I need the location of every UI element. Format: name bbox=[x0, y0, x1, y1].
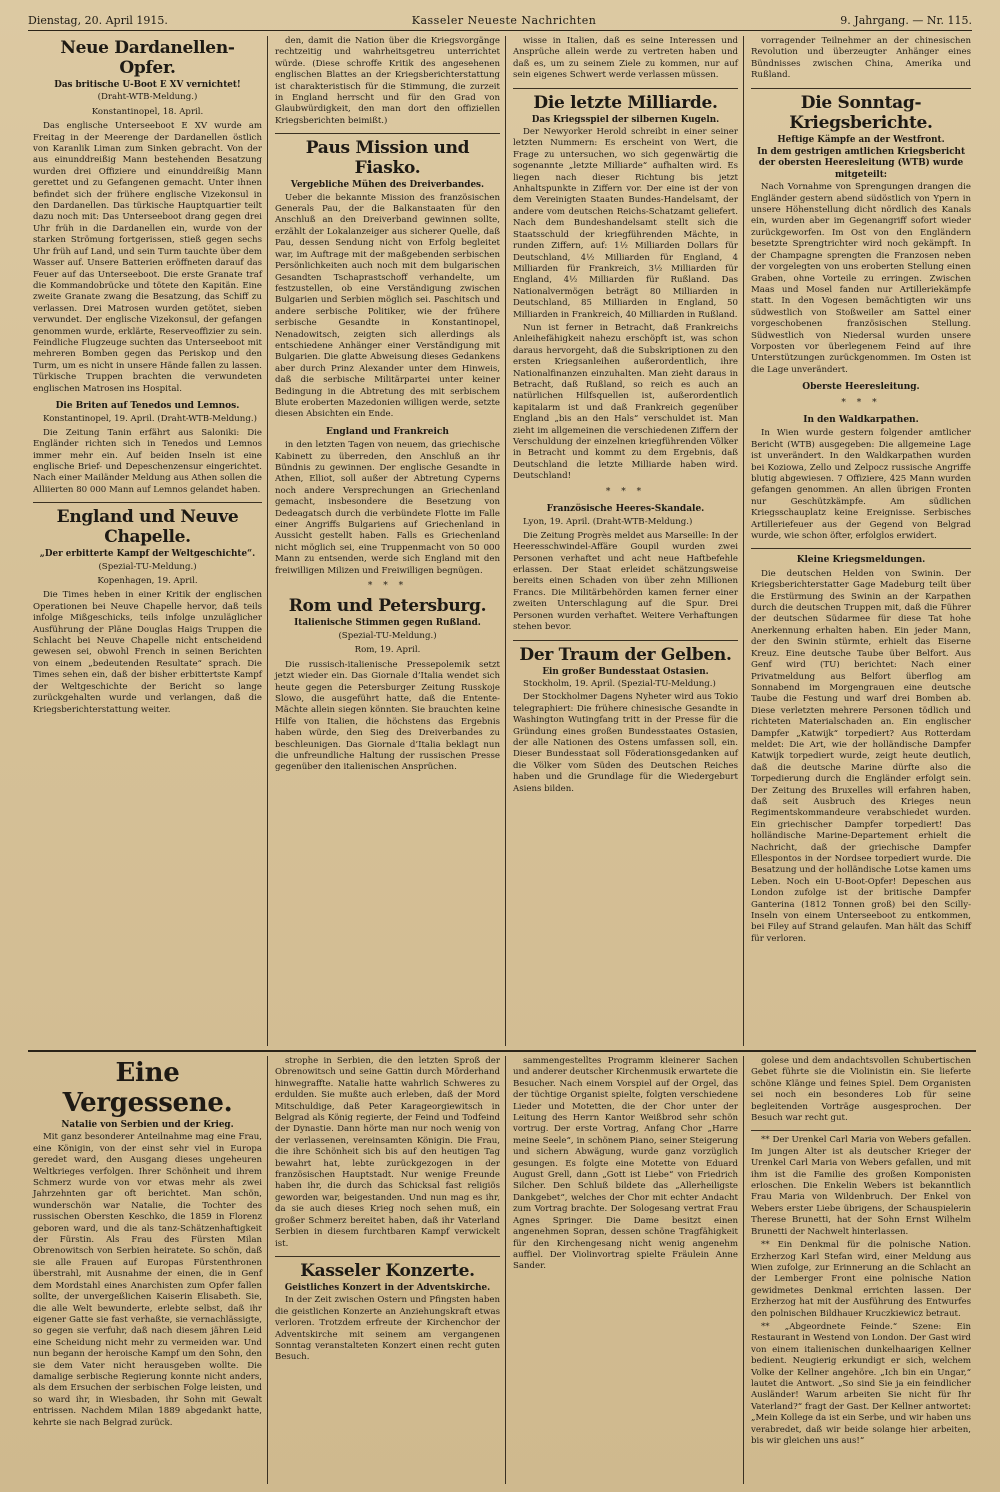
headline-neuve-chapelle: England und Neuve Chapelle. bbox=[56, 507, 239, 548]
headline-kasseler-konzerte: Kasseler Konzerte. bbox=[300, 1260, 475, 1281]
separator-stars: * * * bbox=[605, 486, 646, 497]
article-text: In Wien wurde gestern folgender amtlicher Bericht (WTB) ausgegeben: Die allgemeine Lage ist unverändert. In den Waldkarpathen wurden bei Koziowa, Zello und Zelpocz russische Angriffe blutig abgewiesen. 7 Offiziere, 425 Mann wurden gefangen genommen. An allen übrigen Fronten nur Geschützkämpfe. Am südlichen Kriegsschauplatz keine Ereignisse. Serbisches Artilleriefeuer aus der Gegend von Belgrad wurde, wie schon öfter, erfolglos erwidert. bbox=[751, 428, 971, 542]
column-4 bbox=[746, 36, 976, 1046]
divider bbox=[751, 548, 971, 549]
source-line: (Spezial-TU-Meldung.) bbox=[338, 630, 437, 641]
article-text: Die deutschen Helden von Swinin. Der Kriegsberichterstatter Gage Madeburg teilt über die Erstürmung des Swinin an der Karpathen durch die deutschen Truppen mit, daß die Führer der deutschen Südarmee für diese Tat hohe Anerkennung erhalten haben. Ein jeder Mann, der den Swinin stürmte, erhielt das Eiserne Kreuz. Eine deutsche Taube über Belfort. Aus Genf wird (TU) berichtet: Nach einer Privatmeldung aus Belfort überflog am Sonnabend im Morgengrauen eine deutsche Taube die Festung und warf drei Bomben ab. Diese verletzten mehrere Personen tödlich und richteten Materialschaden an. Ein englischer Dampfer „Katwijk“ torpediert? Aus Rotterdam meldet: Die Art, wie der holländische Dampfer Katwijk torpediert wurde, zeigt heute deutlich, daß die deutsche Marine dürfte also die Torpedierung durch die Engländer erfolgt sein. Der Zeitung des Bruxelles will erfahren haben, daß seit Ausbruch des Krieges neun Regimentskommandeure verabschiedet wurden. Ein griechischer Dampfer torpediert! Das holländische Marine-Departement erhielt die Nachricht, daß der griechische Dampfer Ellespontos in der Nordsee torpediert wurde. Die Besatzung und der holländische Lotse kamen ums Leben. Noch ein U-Boot-Opfer! Depeschen aus London zufolge ist der britische Dampfer Ganterina (1812 Tonnen groß) bei den Scilly-Inseln von einem Unterseeboot zu entkommen, bei Filey auf Strand gelaufen. Man hält das Schiff für verloren. bbox=[751, 568, 971, 944]
feuilleton-column-4 bbox=[746, 1056, 976, 1484]
article-text: Die russisch-italienische Pressepolemik setzt jetzt wieder ein. Das Giornale d’Italia wendet sich heute gegen die Petersburger Zeitung Russkoje Slowo, die ausgeführt hatte, daß die Entente-Mächte allein siegen könnten. Sie brauchten keine Hilfe von Italien, die höchstens das Ergebnis haben würde, den Sieg des Dreiverbandes zu beschleunigen. Das Giornale d’Italia beklagt nun die unfreundliche Haltung der russischen Presse gegenüber den italienischen Ansprüchen. bbox=[275, 659, 500, 773]
article-text: Die Zeitung Tanin erfährt aus Saloniki: Die Engländer richten sich in Tenedos und Lemnos immer mehr ein. Auf beiden Inseln ist eine englische Brief- und Depeschenzensur eingerichtet. Nach einer Mailänder Meldung aus Athen sollen die Alliierten 80 000 Mann auf Lemnos gelandet haben. bbox=[33, 427, 262, 495]
paper-name: Kasseler Neueste Nachrichten bbox=[411, 13, 597, 27]
subheadline: Ein großer Bundesstaat Ostasien. bbox=[542, 666, 709, 677]
headline-rom-petersburg: Rom und Petersburg. bbox=[288, 596, 487, 617]
divider bbox=[513, 88, 738, 89]
article-text: vorragender Teilnehmer an der chinesischen Revolution und überzeugter Anhänger eines Bündnisses zwischen China, Amerika und Rußland. bbox=[751, 36, 971, 81]
issue-date: Dienstag, 20. April 1915. bbox=[28, 13, 168, 27]
subheadline: Das britische U-Boot E XV vernichtet! bbox=[54, 80, 241, 90]
separator-stars: * * * bbox=[841, 397, 881, 408]
column-2 bbox=[270, 36, 506, 1046]
headline-eine-vergessene: Eine Vergessene. bbox=[62, 1058, 233, 1118]
article-text: den, damit die Nation über die Kriegsvorgänge rechtzeitig und wahrheitsgetreu unterrichtet würde. (Diese schroffe Kritik des angesehenen englischen Blattes an der Kriegsberichterstattung ist charakteristisch für die Stimmung, die zurzeit in England herrscht und für den Grad von Glaubwürdigkeit, den man dort den offiziellen Kriegsberichten beimißt.) bbox=[275, 36, 500, 126]
article-text: Ueber die bekannte Mission des französischen Generals Pau, der die Balkanstaaten für den Anschluß an den Dreiverband gewinnen sollte, erzählt der Lokalanzeiger aus sicherer Quelle, daß Pau, dessen Sendung nicht von Erfolg begleitet war, im Auftrage mit der maßgebenden serbischen Persönlichkeiten auch noch mit dem bulgarischen Gesandten Tschaprastschoff verhandelte, um festzustellen, ob eine Verständigung zwischen Bulgarien und Serbien möglich sei. Paschitsch und andere serbische Politiker, wie der frühere serbische Gesandte in Konstantinopel, Nenadowitsch, zeigten sich allerdings als entschiedene Anhänger einer Verständigung mit Bulgarien. Die glatte Abweisung dieses Gedankens aber durch Prinz Alexander unter dem Hinweis, daß die serbische Militärpartei unter keiner Bedingung in die Abtretung des mit serbischem Blute eroberten Mazedonien willigen werde, setzte diesen Absichten ein Ende. bbox=[275, 192, 500, 420]
dateline: Konstantinopel, 19. April. (Draht-WTB-Meldung.) bbox=[43, 414, 257, 425]
feuilleton-column-1 bbox=[28, 1056, 268, 1484]
divider bbox=[751, 88, 971, 89]
source-line: (Draht-WTB-Meldung.) bbox=[97, 92, 198, 103]
headline-letzte-milliarde: Die letzte Milliarde. bbox=[533, 92, 718, 113]
article-text: wisse in Italien, daß es seine Interessen und Ansprüche allein werde zu vertreten haben und daß es, um zu seinem Ziele zu kommen, nur auf sein eigenes Schwert werde verlassen müssen. bbox=[513, 36, 738, 81]
section-heading: Die Briten auf Tenedos und Lemnos. bbox=[55, 400, 240, 411]
dateline: Rom, 19. April. bbox=[354, 645, 421, 656]
subheadline: Italienische Stimmen gegen Rußland. bbox=[294, 618, 481, 629]
article-text: sammengestelltes Programm kleinerer Sachen und anderer deutscher Kirchenmusik erwartete die Besucher. Nach einem Vorspiel auf der Orgel, das der tüchtige Organist spielte, folgten verschiedene Lieder und Motetten, die der Chor unter der Leitung des Herrn Kantor Weißbrod sehr schön vortrug. Der erste Vortrag, Anfang Chor „Harre meine Seele“, in schönem Piano, seiner Steigerung und sichern Abwägung, wurde ganz vorzüglich gesungen. Es folgte eine Motette von Eduard August Grell, dann „Gott ist Liebe“ von Friedrich Silcher. Den Schluß bildete das „Allerheiligste Dankgebet“, welches der Chor mit echter Andacht zum Vortrag brachte. Der Sologesang vertrat Frau Agnes Springer. Die Dame besitzt einen angenehmen Sopran, dessen schöne Tragfähigkeit für den Kirchengesang nicht wenig angenehm auffiel. Der Violinvortrag spielte Fräulein Anne Sander. bbox=[513, 1056, 738, 1272]
subheadline: Geistliches Konzert in der Adventskirche. bbox=[284, 1282, 491, 1293]
headline-dardanellen: Neue Dardanellen-Opfer. bbox=[60, 38, 235, 78]
section-heading: In den Waldkarpathen. bbox=[803, 414, 919, 425]
feuilleton-divider bbox=[28, 1050, 976, 1052]
article-text: Nach Vornahme von Sprengungen drangen die Engländer gestern abend südöstlich von Ypern in unsere Höhenstellung dicht nördlich des Kanals ein, wurden aber im Gegenangriff sofort wieder zurückgeworfen. Im Ost von den Engländern besetzte Sprengtrichter wird noch gekämpft. In der Champagne sprengten die Franzosen neben der vorgelegten von uns eroberten Stellung einen Graben, ohne Vorteile zu erringen. Zwischen Maas und Mosel fanden nur Artilleriekämpfe statt. In den Vogesen bemächtigten wir uns südwestlich von Stoßweiler am Sattel einer vorgeschobenen französischen Stellung. Südwestlich von Niedersal wurden unsere Vorposten vor überlegenem Feind auf ihre Unterstützungen zurückgenommen. Im Osten ist die Lage unverändert. bbox=[751, 182, 971, 375]
news-note: ** Ein Denkmal für die polnische Nation. Erzherzog Karl Stefan wird, einer Meldung aus Wien zufolge, zur Erinnerung an die Schlacht an der Lemberger Front eine polnische Nation gewidmetes Denkmal errichten lassen. Der Erzherzog hat mit der Ausführung des Entwurfes den polnischen Bildhauer Kruczkiewicz betraut. bbox=[751, 1240, 971, 1319]
dateline: Lyon, 19. April. (Draht-WTB-Meldung.) bbox=[523, 517, 693, 528]
article-text: In der Zeit zwischen Ostern und Pfingsten haben die geistlichen Konzerte an Anziehungskraft etwas verloren. Trotzdem erfreute der Kirchenchor der Adventskirche mit seinem am vergangenen Sonntag veranstalteten Konzert einen recht guten Besuch. bbox=[275, 1295, 500, 1363]
separator-stars: * * * bbox=[367, 581, 408, 592]
article-text: strophe in Serbien, die den letzten Sproß der Obrenowitsch und seine Gattin durch Mörderhand hinwegraffte. Natalie hatte wahrlich Schweres zu erdulden. Sie mußte auch erleben, daß der Mord Mitschuldige, daß Peter Karageorgiewitsch in Belgrad als König regierte, der Feind und Todfeind der Dynastie. Dann hörte man nur noch wenig von der verlassenen, vereinsamten Königin. Die Frau, die ihre Schönheit sich bis auf den heutigen Tag bewahrt hat, lebte zurückgezogen in der französischen Hauptstadt. Nur wenige Freunde haben ihr, die durch das Schicksal fast religiös geworden war, beigestanden. Und nun mag es ihr, da sie auch dieses Krieg noch sehen muß, ein großer Schmerz bereitet haben, daß ihr Vaterland Serbien in diesem furchtbaren Kampf verwickelt ist. bbox=[275, 1056, 500, 1249]
article-text: in den letzten Tagen von neuem, das griechische Kabinett zu überreden, den Anschluß an ihr Bündnis zu gewinnen. Der englische Gesandte in Athen, Elliot, soll außer der Abtretung Cyperns noch andere Versprechungen an Griechenland gemacht, insbesondere die Besetzung von Dedeagatsch durch die verbündete Flotte im Falle einer Angriffs Bulgariens auf Griechenland in Aussicht gestellt haben. Falls es Griechenland nicht möglich sei, eine Truppenmacht von 50 000 Mann zu entsenden, werde sich England mit den freiwilligen Milizen und Freiwilligen begnügen. bbox=[275, 440, 500, 576]
dateline: Konstantinopel, 18. April. bbox=[91, 106, 204, 117]
news-note: ** „Abgeordnete Feinde.“ Szene: Ein Restaurant in Westend von London. Der Gast wird von einem italienischen dunkelhaarigen Kellner bedient. Neugierig erkundigt er sich, welchem Volke der Kellner angehöre. „Ich bin ein Ungar,“ lautet die Antwort. „So sind Sie ja ein feindlicher Ausländer! Warum arbeiten Sie nicht für Ihr Vaterland?“ fragt der Gast. Der Kellner antwortet: „Mein Kollege da ist ein Serbe, und wir haben uns verabredet, daß wir beide solange hier arbeiten, bis wir gleichen uns aus!“ bbox=[751, 1321, 971, 1446]
divider bbox=[513, 640, 738, 641]
issue-number: 9. Jahrgang. — Nr. 115. bbox=[840, 13, 972, 27]
subheadline: „Der erbitterte Kampf der Weltgeschichte“. bbox=[39, 549, 256, 560]
headline-sonntag-kriegsberichte: Die Sonntag-Kriegsberichte. bbox=[789, 92, 933, 133]
column-1 bbox=[28, 36, 268, 1046]
intro-line: In dem gestrigen amtlichen Kriegsbericht der obersten Heeresleitung (WTB) wurde mitgeteilt: bbox=[756, 147, 966, 180]
dateline: Kopenhagen, 19. April. bbox=[97, 576, 198, 587]
headline-kleine-kriegsmeldungen: Kleine Kriegsmeldungen. bbox=[796, 555, 926, 566]
feuilleton-column-2 bbox=[270, 1056, 506, 1484]
dateline: Stockholm, 19. April. (Spezial-TU-Meldung.) bbox=[523, 678, 716, 689]
subheadline: Heftige Kämpfe an der Westfront. bbox=[777, 134, 945, 145]
article-text: Nun ist ferner in Betracht, daß Frankreichs Anleihefähigkeit nahezu erschöpft ist, was schon daraus hervorgeht, daß die Subskriptionen zu den ersten Kriegsanleihen außerordentlich, ihre Nationalfinanzen einzuhalten. Man zieht daraus in Betracht, daß Rußland, so reich es auch an natürlichen Hilfsquellen ist, außerordentlich kapitalarm ist und daß Frankreich gegenüber England „bis an den Hals“ verschuldet ist. Man zieht im allgemeinen die verschiedenen Ziffern der Verschuldung der einzelnen kriegführenden Völker in Betracht und kommt zu dem Ergebnis, daß Deutschland die letzte Milliarde haben wird. Deutschland! bbox=[513, 322, 738, 482]
masthead bbox=[28, 10, 972, 31]
divider bbox=[33, 502, 262, 503]
article-text: Mit ganz besonderer Anteilnahme mag eine Frau, eine Königin, von der einst sehr viel in Europa geredet ward, den Ausgang dieses ungeheuren Weltkrieges verfolgen. Ihrer Schönheit und ihrem Schmerz wurde von vor etwas mehr als zwei Jahrzehnten gar oft berichtet. Man schön, wunderschön war Natalie, die Tochter des russischen Obersten Keschko, die 1859 in Florenz geboren ward, und die als tanz-Schätzenhaftigkeit der Fürstin. Als Frau des Fürsten Milan Obrenowitsch von Serbien heiratete. So schön, daß sie alle Frauen auf Europas Fürstenthronen überstrahl, mit Ausnahme der einen, die in Genf dem Mordstahl eines Anarchisten zum Opfer fallen sollte, der unvergeßlichen Kaiserin Elisabeth. Sie, die alle Welt bewunderte, erlebte selbst, daß ihr eigener Gatte sie fast verhaßte, sie vernachlässigte, so gegen sie verfuhr, daß nach diesem jähren Leid eine Scheidung nicht mehr zu vermeiden war. Und nun begann der heroische Kampf um den Sohn, den sie dem Vater nicht herausgeben wollte. Die damalige serbische Regierung konnte nicht anders, als dem Ersuchen der serbischen Folge leisten, und so ward ihr, in Wiesbaden, ihr Sohn mit Gewalt entrissen. Nachdem Milan 1889 abgedankt hatte, kehrte sie nach Belgrad zurück. bbox=[33, 1132, 262, 1428]
feuilleton-column-3 bbox=[508, 1056, 744, 1484]
article-text: Der Newyorker Herold schreibt in einer seiner letzten Nummern: Es erscheint von Wert, die Frage zu untersuchen, wo sich gegenwärtig die sogenannte „letzte Milliarde“ aufhalten wird. Es liegen nach dieser Richtung bis jetzt Anhaltspunkte in Ziffern vor. Der eine ist der von dem Vereinigten Staaten Bundes-Handelsamt, der andere vom deutschen Reichs-Schatzamt geliefert. Nach dem Bundeshandelsamt stellt sich die Staatsschuld der kriegführenden Mächte, in runden Ziffern, auf: 1½ Milliarden Dollars für Deutschland, 4½ Milliarden für England, 4 Milliarden für Frankreich, 3½ Milliarden für England, 4½ Milliarden für Rußland. Das Nationalvermögen beträgt 80 Milliarden in Deutschland, 85 Milliarden in England, 50 Milliarden in Frankreich, 40 Milliarden in Rußland. bbox=[513, 127, 738, 320]
article-text: Die Times heben in einer Kritik der englischen Operationen bei Neuve Chapelle hervor, daß teils infolge Mißgeschicks, teils infolge unzuläglicher Ausführung der Pläne Douglas Haigs Truppen die Schlacht bei Neuve Chapelle nicht entscheidend gewesen sei, obwohl French in seinen Berichten von einem „bedeutenden Resultate“ sprach. Die Times sehen ein, daß der bisher erbittertste Kampf der Weltgeschichte der Bericht so lange zurückgehalten wurde und verlangen, daß die Kriegsberichterstattung weiter. bbox=[33, 590, 262, 715]
article-text: Der Stockholmer Dagens Nyheter wird aus Tokio telegraphiert: Die frühere chinesische Gesandte in Washington Wutingfang tritt in der Presse für die Gründung eines großen Bundesstaates Ostasien, der alle Nationen des Ostens umfassen soll, ein. Dieser Bundesstaat soll Föderationsgedanken auf die Völker vom Süden des Deutschen Reiches haben und die Grundlage für die Wiedergeburt Asiens bilden. bbox=[513, 692, 738, 794]
signature: Oberste Heeresleitung. bbox=[802, 382, 920, 393]
column-3 bbox=[508, 36, 744, 1046]
subheadline: Vergebliche Mühen des Dreiverbandes. bbox=[290, 180, 485, 191]
divider bbox=[751, 1130, 971, 1131]
news-note: ** Der Urenkel Carl Maria von Webers gefallen. Im jungen Alter ist als deutscher Krieger der Urenkel Carl Maria von Webers gefallen, und mit ihm ist die Familie des großen Komponisten erloschen. Die Enkelin Webers ist bekanntlich Frau Maria von Wildenbruch. Der Enkel von Webers erster Liebe übrigens, der Schauspielerin Therese Brunetti, hat der Sohn Ernst Wilhelm Brunetti der Nachwelt hinterlassen. bbox=[751, 1135, 971, 1237]
section-heading: England und Frankreich bbox=[326, 426, 449, 437]
headline-traum-der-gelben: Der Traum der Gelben. bbox=[519, 644, 732, 665]
headline-pau-mission: Paus Mission und Fiasko. bbox=[305, 138, 470, 179]
divider bbox=[275, 1256, 500, 1257]
subheadline: Natalie von Serbien und der Krieg. bbox=[61, 1120, 234, 1130]
subheadline: Das Kriegsspiel der silbernen Kugeln. bbox=[531, 114, 720, 125]
divider bbox=[275, 133, 500, 134]
source-line: (Spezial-TU-Meldung.) bbox=[98, 561, 197, 572]
article-text: Die Zeitung Progrès meldet aus Marseille: In der Heeresschwindel-Affäre Goupil wurden zwei Personen verhaftet und acht neue Haftbefehle erlassen. Der Staat erleidet schätzungsweise bereits einen Schaden von über zehn Millionen Francs. Die Militärbehörden kamen ferner einer zweiten Unterschlagung auf die Spur. Drei Personen wurden verhaftet. Weitere Verhaftungen stehen bevor. bbox=[513, 530, 738, 633]
article-text: Das englische Unterseeboot E XV wurde am Freitag in der Meerenge der Dardanellen östlich von Karanlik Liman zum Sinken gebracht. Von der aus einunddreißig Mann bestehenden Besatzung wurden drei Offiziere und einunddreißig Mann gerettet und zu Gefangenen gemacht. Unter ihnen befindet sich der frühere englische Vizekonsul in den Dardanellen. Das türkische Hauptquartier teilt dazu noch mit: Das Unterseeboot drang gegen drei Uhr früh in die Dardanellen ein, wurde von der starken Strömung fortgerissen, stieß gegen sechs Uhr früh auf Land, und sein Turm tauchte über dem Wasser auf. Unsere Batterien eröffneten darauf das Feuer auf das Unterseeboot. Die erste Granate traf die Kommandobrücke und tötete den Kapitän. Eine zweite Granate zwang die Besatzung, das Schiff zu verlassen. Drei Matrosen wurden getötet, sieben verwundet. Der englische Vizekonsul, der gefangen genommen wurde, erklärte, Reserveoffizier zu sein. Feindliche Flugzeuge suchten das Unterseeboot mit mehreren Bomben gegen das Periskop und den Turm, um es nicht in unsere Hände fallen zu lassen. Türkische Truppen brachten die verwundeten englischen Matrosen ins Hospital. bbox=[33, 121, 262, 394]
headline-heeres-skandale: Französische Heeres-Skandale. bbox=[546, 504, 705, 515]
article-text: golese und dem andachtsvollen Schubertischen Gebet führte sie die Violinistin ein. Sie lieferte schöne Klänge und feines Spiel. Dem Organisten sei noch ein besonderes Lob für seine begleitenden Vorträge ausgesprochen. Der Besuch war recht gut. bbox=[751, 1056, 971, 1124]
